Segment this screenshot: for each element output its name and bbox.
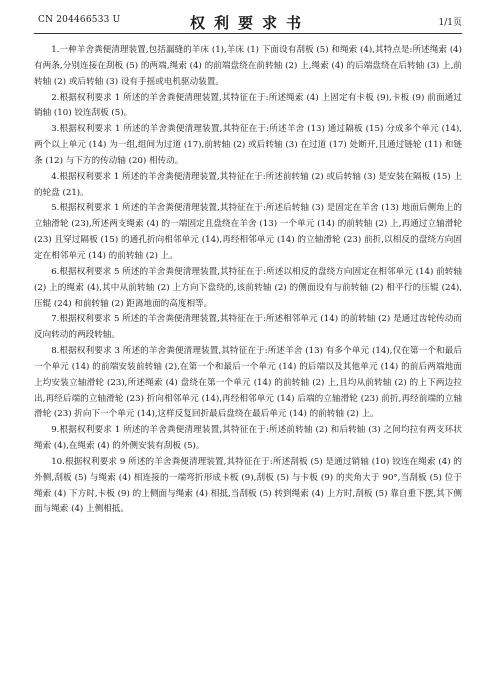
claim-4: 4.根据权利要求 1 所述的羊舍粪便清理装置,其特征在于:所述前转轴 (2) 或后转轴 (3) 是安装在隔板 (15) 上的轮盘 (21)。 [34, 171, 462, 198]
header-rule [34, 33, 462, 34]
page-header [38, 12, 462, 32]
claim-8: 8.根据权利要求 3 所述的羊舍粪便清理装置,其特征在于:所述羊舍 (13) 有多个单元 (14),仅在第一个和最后一个单元 (14) 的前端安装前转轴 (2),在第一个和最后一个单元 (14) 的后端以及其他单元 (14) 的前后两端地面上均安装立轴滑轮 (23),所述绳索 (4) 盘绕在第一个单元 (14) 的前转轴 (2) 上,且均从前转轴 (2) 的上下两边拉出,再经后端的立轴滑轮 (23) 折向相邻单元 (14),再经相邻单元 (14) 后端的立轴滑轮 (23) 前折,再经前端的立轴滑轮 (23) 折向下一个单元 (14),这样反复回折最后盘绕在最后单元 (14) 的前转轴 (2) 上。 [34, 346, 462, 420]
claim-10: 10.根据权利要求 9 所述的羊舍粪便清理装置,其特征在于:所述刮板 (5) 是通过销轴 (10) 铰连在绳索 (4) 的外侧,刮板 (5) 与绳索 (4) 相连接的一端弯折形成卡板 (9),刮板 (5) 与卡板 (9) 的夹角大于 90°,当刮板 (5) 位于绳索 (4) 下方时,卡板 (9) 的上侧面与绳索 (4) 相抵,当刮板 (5) 转到绳索 (4) 上方时,刮板 (5) 靠自重下摆,其下侧面与绳索 (4) 上侧相抵。 [34, 456, 462, 515]
claim-6: 6.根据权利要求 5 所述的羊舍粪便清理装置,其特征在于:所述以相反的盘绕方向固定在相邻单元 (14) 前转轴 (2) 上的绳索 (4),其中从前转轴 (2) 上方向下盘绕的,该前转轴 (2) 的侧面设有与前转轴 (2) 相平行的压辊 (24),压辊 (24) 和前转轴 (2) 距离地面的高度相等。 [34, 266, 462, 309]
claim-3: 3.根据权利要求 1 所述的羊舍粪便清理装置,其特征在于:所述羊舍 (13) 通过隔板 (15) 分成多个单元 (14),两个以上单元 (14) 为一组,组间为过道 (17),前转轴 (2) 或后转轴 (3) 在过道 (17) 处断开,且通过链轮 (11) 和链条 (12) 与下方的传动轴 (20) 相传动。 [34, 124, 462, 166]
claims-body [34, 43, 462, 518]
publication-number: CN 204466533 U [38, 15, 121, 25]
page-number: 1/1页 [438, 18, 462, 28]
claim-1: 1.一种羊舍粪便清理装置,包括漏缝的羊床 (1),羊床 (1) 下面设有刮板 (5) 和绳索 (4),其特点是:所述绳索 (4) 有两条,分别连接在刮板 (5) 的两端,绳索 (4) 的前端盘绕在前转轴 (2) 上,绳索 (4) 的后端盘绕在后转轴 (3) 上,前转轴 (2) 或后转轴 (3) 设有手摇或电机驱动装置。 [34, 45, 462, 87]
claim-5: 5.根据权利要求 1 所述的羊舍粪便清理装置,其特征在于:所述后转轴 (3) 是固定在羊舍 (13) 地面后侧角上的立轴滑轮 (23),所述两支绳索 (4) 的一端固定且盘绕在羊舍 (13) 一个单元 (14) 的前转轴 (2) 上,再通过立轴滑轮 (23) 且穿过隔板 (15) 的通孔折向相邻单元 (14),再经相邻单元 (14) 的立轴滑轮 (23) 前折,以相反的盘绕方向固定在相邻单元 (14) 的前转轴 (2) 上。 [34, 203, 462, 261]
claim-9: 9.根据权利要求 1 所述的羊舍粪便清理装置,其特征在于:所述前转轴 (2) 和后转轴 (3) 之间均拉有两支环状绳索 (4),在绳索 (4) 的外侧安装有刮板 (5)。 [34, 425, 462, 452]
claim-7: 7.根据权利要求 5 所述的羊舍粪便清理装置,其特征在于:所述相邻单元 (14) 的前转轴 (2) 是通过齿轮传动而反向转动的两段转轴。 [34, 314, 462, 341]
document-title: 权利要求书 [189, 14, 310, 32]
claim-2: 2.根据权利要求 1 所述的羊舍粪便清理装置,其特征在于:所述绳索 (4) 上固定有卡板 (9),卡板 (9) 前面通过销轴 (10) 铰连刮板 (5)。 [34, 92, 462, 119]
